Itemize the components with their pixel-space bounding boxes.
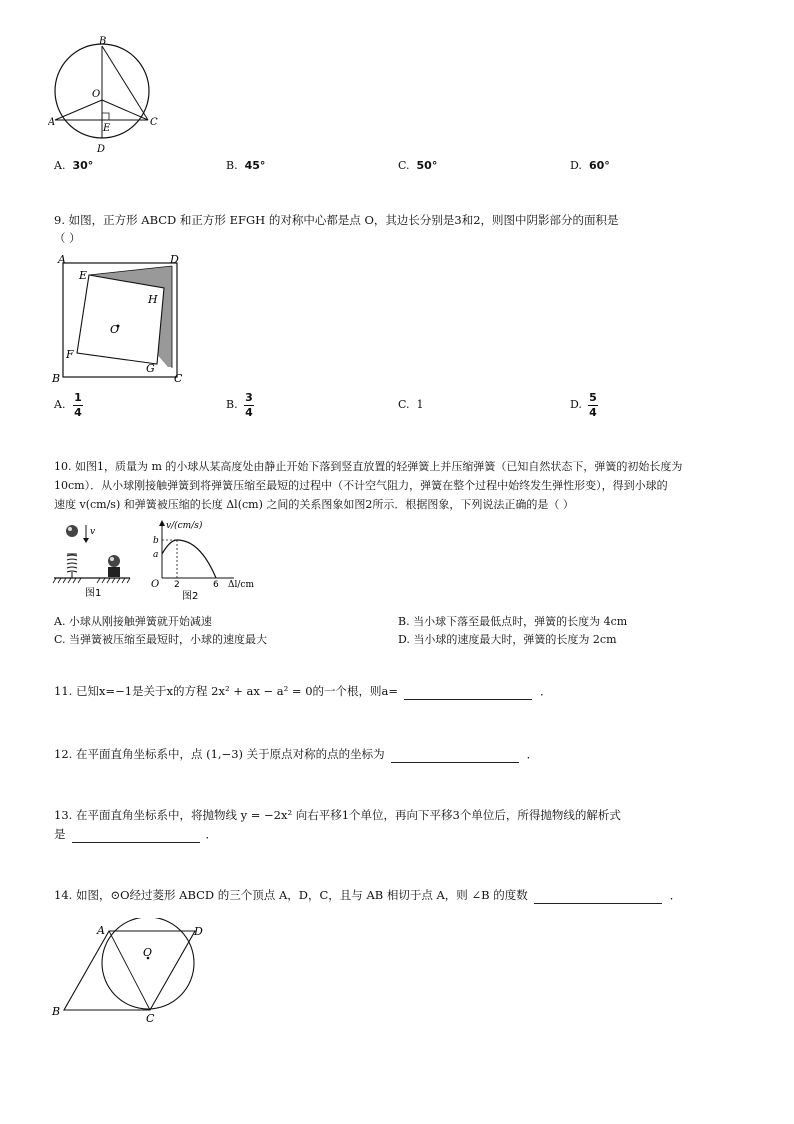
q13-stem-line1: 13. 在平面直角坐标系中，将抛物线 y = −2x² 向右平移1个单位，再向下平移3个单位后，所得抛物线的解析式 xyxy=(54,808,621,822)
q11-answer-blank[interactable] xyxy=(404,685,532,700)
q10-option-c[interactable]: C. 当弹簧被压缩至最短时，小球的速度最大 xyxy=(54,633,268,646)
q9-option-a-fraction: 1 4 xyxy=(74,391,82,419)
q14-label-a: A xyxy=(97,924,105,937)
q13-answer-blank[interactable] xyxy=(72,828,200,843)
q9-option-b-letter[interactable]: B. xyxy=(226,398,238,411)
q8-option-b[interactable]: B. 45° xyxy=(226,159,266,172)
q8-label-e: E xyxy=(103,123,111,134)
q12-stem: 12. 在平面直角坐标系中，点 (1,−3) 关于原点对称的点的坐标为 ． xyxy=(54,747,539,761)
q10-fig1-v-label: v xyxy=(90,527,96,537)
q14-label-c: C xyxy=(146,1012,155,1025)
q10-fig2-yaxis-label: v/(cm/s) xyxy=(166,521,203,531)
q9-option-c[interactable]: C. 1 xyxy=(398,398,424,411)
q9-label-f: F xyxy=(66,348,74,361)
q10-figure2-graph xyxy=(148,516,260,602)
q8-label-o: O xyxy=(92,89,101,100)
q8-circle-figure xyxy=(48,36,160,156)
q8-option-d[interactable]: D. 60° xyxy=(570,159,610,172)
q8-label-a: A xyxy=(48,117,56,128)
q10-fig2-x2-label: 2 xyxy=(174,580,180,590)
q14-answer-blank[interactable] xyxy=(534,889,662,904)
q9-label-b: B xyxy=(52,372,61,385)
q10-fig2-a-label: a xyxy=(153,550,159,560)
q10-option-a[interactable]: A. 小球从刚接触弹簧就开始减速 xyxy=(54,615,212,628)
q9-label-g: G xyxy=(146,362,155,375)
q14-rhombus-circle-figure xyxy=(48,918,218,1026)
q8-label-b: B xyxy=(99,36,107,47)
q9-option-a-letter[interactable]: A. xyxy=(54,398,66,411)
q14-label-o: O xyxy=(143,946,153,959)
q9-stem-line1: 9. 如图，正方形 ABCD 和正方形 EFGH 的对称中心都是点 O，其边长分别是3和2，则图中阴影部分的面积是 xyxy=(54,213,619,227)
q10-fig2-origin-label: O xyxy=(151,579,160,590)
q10-stem-line3: 速度 v(cm/s) 和弹簧被压缩的长度 Δl(cm) 之间的关系图象如图2所示．根据图象，下列说法正确的是（ ） xyxy=(54,498,574,511)
q11-stem: 11. 已知x=−1是关于x的方程 2x² + ax − a² = 0的一个根，则a= ． xyxy=(54,684,552,698)
q14-label-d: D xyxy=(194,925,203,938)
q9-label-h: H xyxy=(148,293,158,306)
q10-option-d[interactable]: D. 当小球的速度最大时，弹簧的长度为 2cm xyxy=(398,633,617,646)
q10-stem-line1: 10. 如图1，质量为 m 的小球从某高度处由静止开始下落到竖直放置的轻弹簧上并压缩弹簧（已知自然状态下，弹簧的初始长度为 xyxy=(54,460,683,473)
q10-option-b[interactable]: B. 当小球下落至最低点时，弹簧的长度为 4cm xyxy=(398,615,628,628)
q9-squares-figure xyxy=(50,252,190,386)
q9-label-o: O xyxy=(110,323,120,336)
q10-stem-line2: 10cm）．从小球刚接触弹簧到将弹簧压缩至最短的过程中（不计空气阻力，弹簧在整个过程中始终发生弹性形变），得到小球的 xyxy=(54,479,668,492)
q9-option-b-fraction: 3 4 xyxy=(245,391,253,419)
q8-option-a[interactable]: A. 30° xyxy=(54,159,94,172)
q9-stem-line2: （ ） xyxy=(54,231,81,245)
q8-label-d: D xyxy=(97,144,106,155)
q9-option-d-letter[interactable]: D. xyxy=(570,398,582,411)
q12-answer-blank[interactable] xyxy=(391,748,519,763)
q10-figure1-spring xyxy=(50,518,132,600)
q14-label-b: B xyxy=(52,1005,61,1018)
q9-label-a: A xyxy=(58,253,66,266)
q8-label-c: C xyxy=(150,117,158,128)
q9-label-c: C xyxy=(174,372,183,385)
q14-stem: 14. 如图，⊙O经过菱形 ABCD 的三个顶点 A，D，C，且与 AB 相切于点 A，则 ∠B 的度数 ． xyxy=(54,888,682,902)
q10-fig2-x6-label: 6 xyxy=(213,580,219,590)
q9-option-d-fraction: 5 4 xyxy=(589,391,597,419)
q9-label-d: D xyxy=(170,253,179,266)
q13-stem-line2: 是 ． xyxy=(54,827,217,841)
q10-fig2-b-label: b xyxy=(153,536,159,546)
q10-fig2-caption: 图2 xyxy=(182,591,199,602)
q10-fig2-xaxis-label: Δl/cm xyxy=(228,580,254,590)
q8-option-c[interactable]: C. 50° xyxy=(398,159,438,172)
q10-fig1-caption: 图1 xyxy=(85,588,102,599)
q9-label-e: E xyxy=(79,269,88,282)
